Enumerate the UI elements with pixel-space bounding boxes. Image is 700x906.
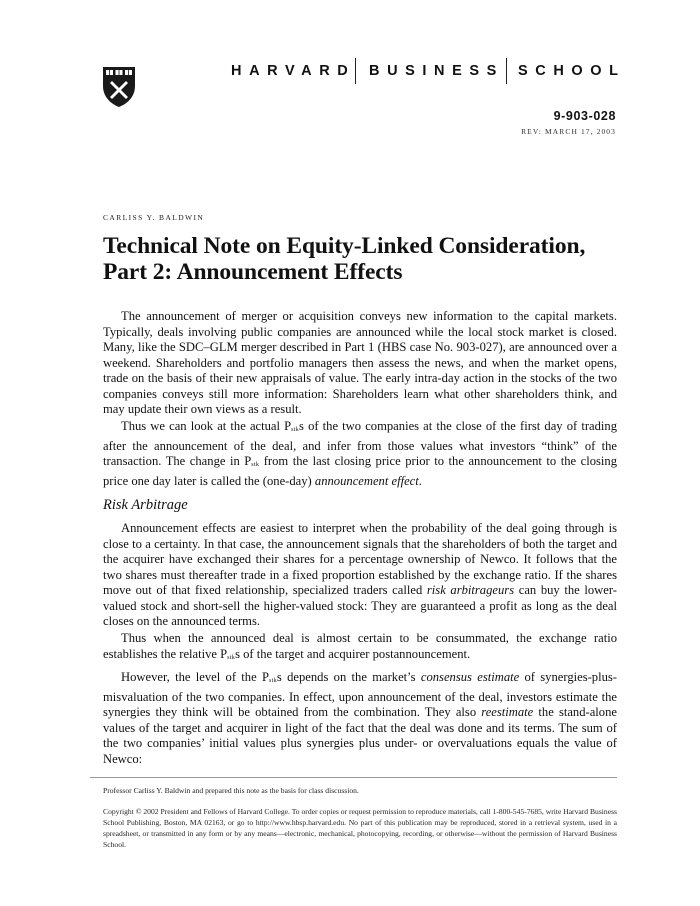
subscript: stk xyxy=(269,678,277,684)
school-name-business: BUSINESS xyxy=(369,63,504,79)
emphasis: reestimate xyxy=(481,705,534,719)
title-line-2: Part 2: Announcement Effects xyxy=(103,259,403,285)
school-name-school: SCHOOL xyxy=(518,63,626,79)
emphasis: consensus estimate xyxy=(420,670,520,684)
subscript: stk xyxy=(291,427,300,433)
author-footnote: Professor Carliss Y. Baldwin and prepared this note as the basis for class discussion. xyxy=(103,786,359,795)
footer-divider xyxy=(90,777,617,778)
hbs-shield-icon xyxy=(102,66,136,108)
emphasis: risk arbitrageurs xyxy=(426,583,515,597)
revision-date: REV: MARCH 17, 2003 xyxy=(521,127,616,136)
subscript: stk xyxy=(227,654,236,661)
header-divider xyxy=(506,58,507,84)
document-title xyxy=(103,233,623,285)
title-line-1: Technical Note on Equity-Linked Consideration, xyxy=(103,233,586,259)
paragraph: Thus we can look at the actual Pstks of the two companies at the close of the first day of trading after the announcement of the deal, and infer from those values what investors “think” of the transaction. The change in Pstk from the last closing price prior to the announcement to the closing price one day later is called the (one-day) announcement effect. xyxy=(103,419,618,488)
section-heading: Risk Arbitrage xyxy=(103,497,188,513)
paragraph: Announcement effects are easiest to interpret when the probability of the deal going through is close to a certainty. In that case, the announcement signals that the shareholders of both the target and the acquirer have exchanged their shares for a percentage ownership of Newco. It follows that the two shares must thereafter trade in a fixed proportion established by the exchange ratio. If the shares move out of that fixed relationship, specialized traders called risk arbitrageurs can buy the lower-valued stock and short-sell the higher-valued stock: They are guaranteed a profit as long as the deal closes on the announced terms. xyxy=(103,521,617,628)
copyright-notice: Copyright © 2002 President and Fellows of Harvard College. To order copies or request permission to reproduce materials, call 1-800-545-7685, write Harvard Business School Publishing, Boston, MA 02163, or go to http://www.hbsp.harvard.edu. No part of this publication may be reproduced, stored in a retrieval system, used in a spreadsheet, or transmitted in any form or by any means—electronic, mechanical, photocopying, recording, or otherwise—without the permission of Harvard Business School. xyxy=(103,807,617,849)
paragraph: The announcement of merger or acquisition conveys new information to the capital markets. Typically, deals involving public companies are announced while the local stock market is closed. Many, like the SDC–GLM merger described in Part 1 (HBS case No. 903-027), are announced over a weekend. Shareholders and portfolio managers then assess the news, and when the market opens, trade on the basis of their new appraisals of value. The early intra-day action in the stocks of the two companies conveys still more information: Shareholders learn what other shareholders think, and may update their own views as a result. xyxy=(103,309,617,416)
case-number: 9-903-028 xyxy=(553,109,616,123)
author-name: CARLISS Y. BALDWIN xyxy=(103,213,205,222)
header-divider xyxy=(355,58,356,84)
subscript: stk xyxy=(251,462,260,468)
school-name-harvard: HARVARD xyxy=(231,63,356,79)
paragraph: Thus when the announced deal is almost certain to be consummated, the exchange ratio establishes the relative Pstks of the target and acquirer postannouncement. xyxy=(103,631,617,661)
emphasis: announcement effect xyxy=(314,473,419,488)
paragraph: However, the level of the Pstks depends on the market’s consensus estimate of synergies-plus-misvaluation of the two companies. In effect, upon announcement of the deal, investors estimate the synergies they think will be obtained from the combination. They also reestimate the stand-alone values of the target and acquirer in light of the fact that the deal was done and its terms. The sum of the two companies’ initial values plus synergies plus under- or overvaluations equals the value of Newco: xyxy=(103,670,617,766)
